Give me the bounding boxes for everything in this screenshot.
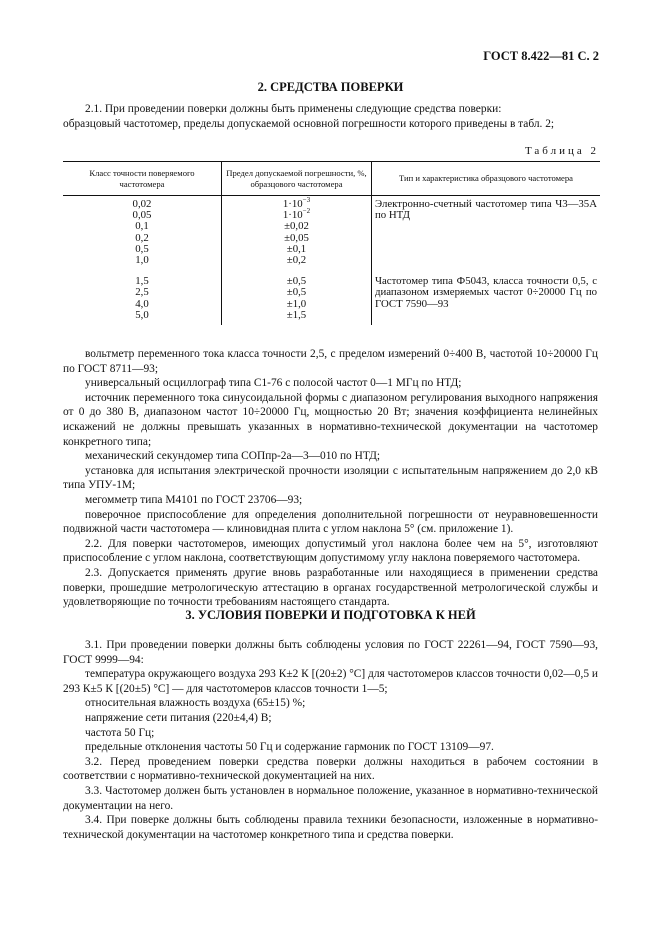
class-value: 0,02 (132, 198, 152, 210)
limit-value: ±1,5 (286, 308, 307, 321)
class-value: 0,5 (135, 242, 149, 255)
page-header: ГОСТ 8.422—81 С. 2 (483, 49, 599, 63)
class-value: 0,2 (135, 231, 149, 244)
class-value: 4,0 (135, 297, 149, 310)
list-item: напряжение сети питания (220±4,4) В; (85, 711, 272, 724)
table-header-limit: Предел допускаемой погрешности, %, образцового частотомера (222, 162, 372, 196)
list-item: механический секундомер типа СОПпр-2а—3—010 по НТД; (85, 450, 381, 463)
type-cell-group-1: Электронно-счетный частотомер типа Ч3—35А по НТД (372, 196, 601, 267)
paragraph-2-1: 2.1. При проведении поверки должны быть применены следующие средства поверки: (85, 103, 502, 115)
list-item: предельные отклонения частоты 50 Гц и содержание гармоник по ГОСТ 13109—97. (85, 741, 494, 754)
after-table-text (63, 347, 598, 610)
class-value: 0,05 (132, 209, 152, 222)
paragraph-3-2: 3.2. Перед проведением поверки средства поверки должны находиться в рабочем состоянии в соответствии с нормативно-технической документацией на них. (63, 755, 598, 783)
list-item: источник переменного тока синусоидальной формы с диапазоном регулирования выходного напряжения от 0 до 380 В, диапазоном частот 10÷20000 Гц, мощностью 20 Вт; значения коэффициента нелинейных искажений не должны превышать указанных в нормативно-технической документации на частотомер конкретного типа; (63, 391, 598, 448)
limit-exponent: −3 (302, 196, 311, 204)
limit-value: ±1,0 (286, 297, 307, 310)
limit-cell-group-2 (222, 276, 372, 325)
list-item: поверочное приспособление для определения дополнительной погрешности от неуравновешенности подвижной части частотомера — клиновидная плита с углом наклона 5° (см. приложение 1). (63, 508, 598, 536)
paragraph-3-4: 3.4. При поверке должны быть соблюдены правила техники безопасности, изложенные в нормативно-технической документации на частотомер конкретного типа и средства поверки. (63, 814, 598, 841)
class-value: 2,5 (135, 286, 149, 299)
table-header-class: Класс точности поверяемого частотомера (63, 162, 222, 196)
limit-value: ±0,5 (286, 286, 307, 299)
limit-value: ±0,2 (286, 254, 307, 267)
table-header-type: Тип и характеристика образцового частотомера (372, 162, 601, 196)
class-value: 1,5 (135, 275, 149, 288)
section-3-text (63, 638, 598, 842)
limit-exponent: −2 (302, 207, 311, 216)
table-header-row (63, 162, 600, 196)
list-item: установка для испытания электрической прочности изоляции с испытательным напряжением до 2,0 кВ типа УПУ-1М; (63, 464, 598, 492)
list-item: мегомметр типа М4101 по ГОСТ 23706—93; (85, 493, 303, 506)
section-3-title: 3. УСЛОВИЯ ПОВЕРКИ И ПОДГОТОВКА К НЕЙ (185, 608, 476, 622)
limit-base: 1·10 (282, 209, 303, 222)
paragraph-2-1-reference: образцовый частотомер, пределы допускаемой основной погрешности которого приведены в табл. 2; (63, 118, 555, 130)
type-cell-group-2: Частотомер типа Ф5043, класса точности 0,5, с диапазоном измеряемых частот 0÷20000 Гц по ГОСТ 7590—93 (372, 276, 601, 325)
limit-value: ±0,5 (286, 275, 307, 288)
list-item: вольтметр переменного тока класса точности 2,5, с пределом измерений 0÷400 В, частотой 10÷20000 Гц по ГОСТ 8711—93; (63, 348, 598, 375)
paragraph-3-1: 3.1. При проведении поверки должны быть соблюдены условия по ГОСТ 22261—94, ГОСТ 7590—93, ГОСТ 9999—94: (63, 639, 598, 666)
table-row (63, 196, 600, 267)
list-item: частота 50 Гц; (85, 726, 155, 739)
class-value: 1,0 (135, 254, 149, 267)
section-2-title: 2. СРЕДСТВА ПОВЕРКИ (257, 80, 404, 94)
table-2 (63, 161, 600, 325)
limit-value: ±0,1 (286, 242, 307, 255)
limit-value: ±0,02 (284, 220, 309, 233)
list-item: универсальный осциллограф типа С1-76 с полосой частот 0—1 МГц по НТД; (85, 377, 462, 390)
table-caption: Таблица 2 (524, 145, 599, 157)
paragraph-2-2: 2.2. Для поверки частотомеров, имеющих допустимый угол наклона более чем на 5°, изготовляют приспособление с углом наклона, соответствующим допустимому углу наклона поверяемого частотомера. (63, 537, 598, 565)
class-value: 0,1 (135, 220, 149, 233)
class-cell-group-2 (63, 276, 222, 325)
paragraph-3-3: 3.3. Частотомер должен быть установлен в нормальное положение, указанное в нормативно-технической документации на него. (63, 784, 598, 812)
paragraph-2-3: 2.3. Допускается применять другие вновь разработанные или находящиеся в применении средства поверки, прошедшие метрологическую аттестацию в органах государственной метрологической службы и удовлетворяющие по точности требованиям настоящего стандарта. (63, 566, 598, 609)
class-cell-group-1 (63, 196, 222, 267)
list-item: относительная влажность воздуха (65±15) %; (85, 697, 306, 710)
limit-base: 1·10 (282, 198, 303, 210)
limit-cell-group-1 (222, 196, 372, 267)
limit-value: ±0,05 (284, 231, 309, 244)
table-row (63, 276, 600, 325)
class-value: 5,0 (135, 308, 149, 321)
list-item: температура окружающего воздуха 293 К±2 К [(20±2) °С] для частотомеров классов точности 0,02—0,5 и 293 К±5 К [(20±5) °С] — для частотомеров классов точности 1—5; (63, 668, 598, 695)
